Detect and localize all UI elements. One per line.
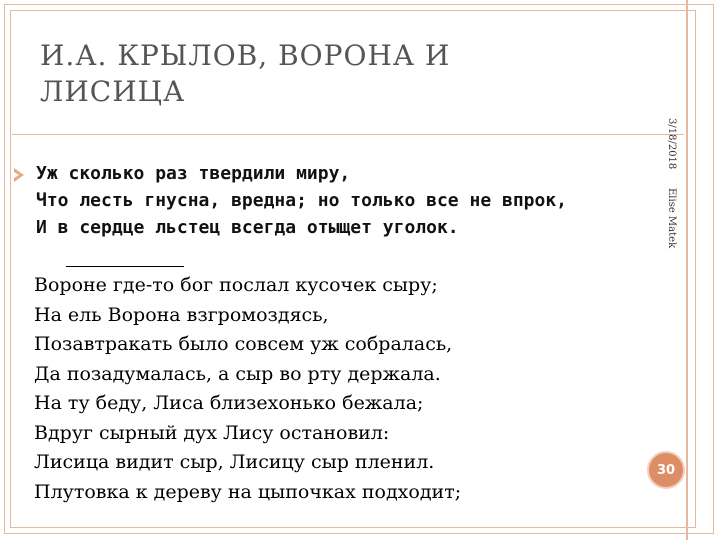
poem-line: На ту беду, Лиса близехонько бежала; [34,392,424,414]
poem-line: Лисица видит сыр, Лисицу сыр пленил. [34,451,435,473]
verse-line: Уж сколько раз твердили миру, [36,163,351,184]
poem-line: Вдруг сырный дух Лису остановил: [34,421,390,444]
side-accent-strip [686,0,688,540]
slide-title: И.А. КРЫЛОВ, ВОРОНА И ЛИСИЦА [40,39,451,108]
page-number-badge: 30 [647,451,685,489]
poem-body [34,271,634,507]
poem-line: Плутовка к дереву на цыпочках подходит; [34,480,462,503]
poem-line: Да позадумалась, а сыр во рту держала. [34,362,441,385]
poem-line: Вороне где-то бог послал кусочек сыру; [34,274,438,296]
slide-author: Elise Matek [666,188,677,249]
verse-line: Что лесть гнусна, вредна; но только все не впрок, [36,190,568,211]
verse-separator [66,266,184,267]
title-divider [12,134,684,135]
verse-block [36,160,676,241]
triangle-bullet-icon [14,168,24,182]
poem-line: На ель Ворона взгромоздясь, [34,303,329,326]
verse-line: И в сердце льстец всегда отыщет уголок. [36,217,459,238]
poem-line: Позавтракать было совсем уж собралась, [34,333,453,355]
slide-date: 3/18/2018 [666,118,677,170]
